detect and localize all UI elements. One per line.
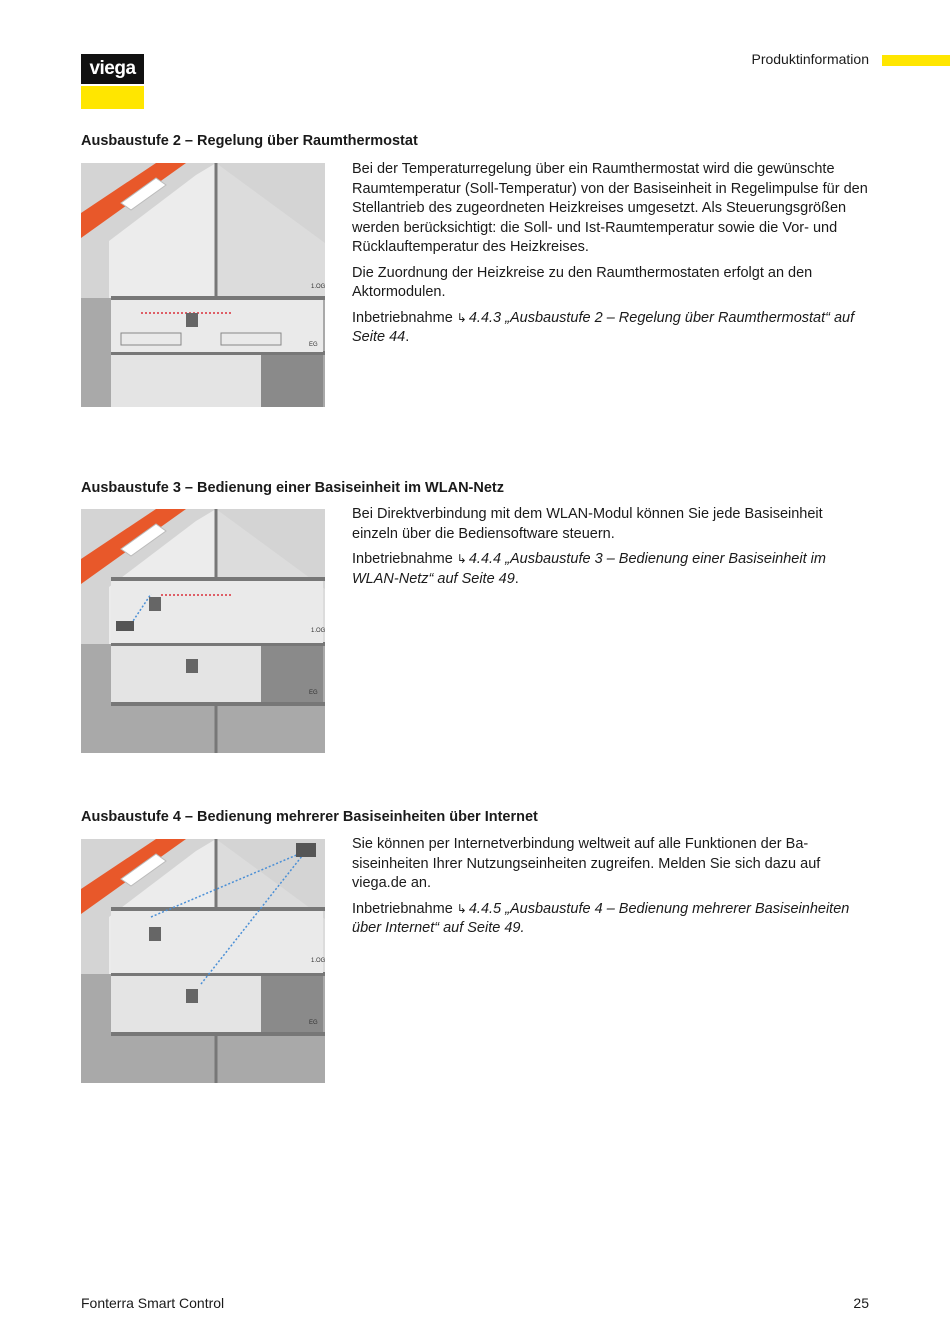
reference-line	[352, 900, 869, 939]
footer-product-name: Fonterra Smart Control	[81, 1295, 225, 1311]
header-section-label: Produktinformation	[751, 51, 869, 67]
link-arrow-icon: ↳	[456, 310, 467, 325]
reference-link[interactable]: ↳ 4.4.3 „Ausbaustufe 2 – Regelung über Raumthermostat“ auf Seite 44	[352, 309, 855, 345]
reference-line: Inbetriebnahme ↳ 4.4.4 „Ausbaustufe 3 – Bedienung einer Basiseinheit im WLAN-Netz“ auf Seite 49.	[352, 551, 826, 587]
logo-text: viega	[89, 58, 136, 79]
ref-prefix: Inbetriebnahme	[352, 900, 453, 917]
header-yellow-bar	[882, 55, 950, 66]
floor-label-upper: 1.OG	[311, 628, 325, 634]
section-text-ausbaustufe-4	[352, 835, 869, 945]
reference-link[interactable]: ↳ 4.4.5 „Ausbaustufe 4 – Bedienung mehrerer Basiseinheiten über Internet“ auf Seite 49.	[352, 900, 850, 936]
section-title-ausbaustufe-3: Ausbaustufe 3 – Bedienung einer Basiseinheit im WLAN-Netz	[81, 480, 504, 496]
viega-logo	[81, 54, 144, 109]
paragraph: Bei Direktverbindung mit dem WLAN-Modul können Sie jede Basiseinheit einzeln über die Bediensoftware steuern.	[352, 506, 823, 542]
ref-prefix: Inbetriebnahme	[352, 309, 453, 326]
floor-label-lower: EG	[309, 342, 318, 348]
paragraph: Die Zuordnung der Heizkreise zu den Raumthermostaten erfolgt an den Aktormodulen.	[352, 264, 813, 300]
floor-label-upper: 1.OG	[311, 958, 325, 964]
link-arrow-icon: ↳	[456, 552, 467, 566]
house-illustration-stage-3	[81, 509, 325, 753]
ref-prefix: Inbetriebnahme	[352, 551, 453, 567]
section-text-ausbaustufe-3	[352, 505, 869, 595]
reference-line: Inbetriebnahme ↳ 4.4.3 „Ausbaustufe 2 – Regelung über Raumthermostat“ auf Seite 44.	[352, 309, 855, 345]
house-illustration-stage-4	[81, 839, 325, 1083]
footer-page-number: 25	[853, 1295, 869, 1311]
paragraph: Bei der Temperaturregelung über ein Raumthermostat wird die gewünschte Raumtemperatur (Soll-Temperatur) von der Basiseinheit in Regelimpulse für den Stellantrieb des zugeordneten Heizkreises umgesetzt. Als Steuerungsgrößen werden berücksichtigt: die Soll- und Ist-Raumtemperatur sowie die Vor- und Rücklauftemperatur des Heizkreises.	[352, 161, 868, 255]
section-title-ausbaustufe-2: Ausbaustufe 2 – Regelung über Raumthermostat	[81, 133, 418, 149]
floor-label-upper: 1.OG	[311, 284, 325, 290]
floor-label-lower: EG	[309, 1020, 318, 1026]
logo-yellow-block	[81, 86, 144, 109]
paragraph: Sie können per Internetverbindung weltweit auf alle Funktionen der Basiseinheiten Ihrer Nutzungseinheiten zugreifen. Melden Sie sich dazu auf viega.de an.	[352, 836, 821, 891]
reference-link[interactable]: ↳ 4.4.4 „Ausbaustufe 3 – Bedienung einer Basiseinheit im WLAN-Netz“ auf Seite 49	[352, 551, 826, 587]
link-arrow-icon: ↳	[456, 901, 467, 916]
house-illustration-stage-2	[81, 163, 325, 407]
floor-label-lower: EG	[309, 690, 318, 696]
section-title-ausbaustufe-4: Ausbaustufe 4 – Bedienung mehrerer Basiseinheiten über Internet	[81, 809, 538, 825]
section-text-ausbaustufe-2	[352, 160, 869, 354]
